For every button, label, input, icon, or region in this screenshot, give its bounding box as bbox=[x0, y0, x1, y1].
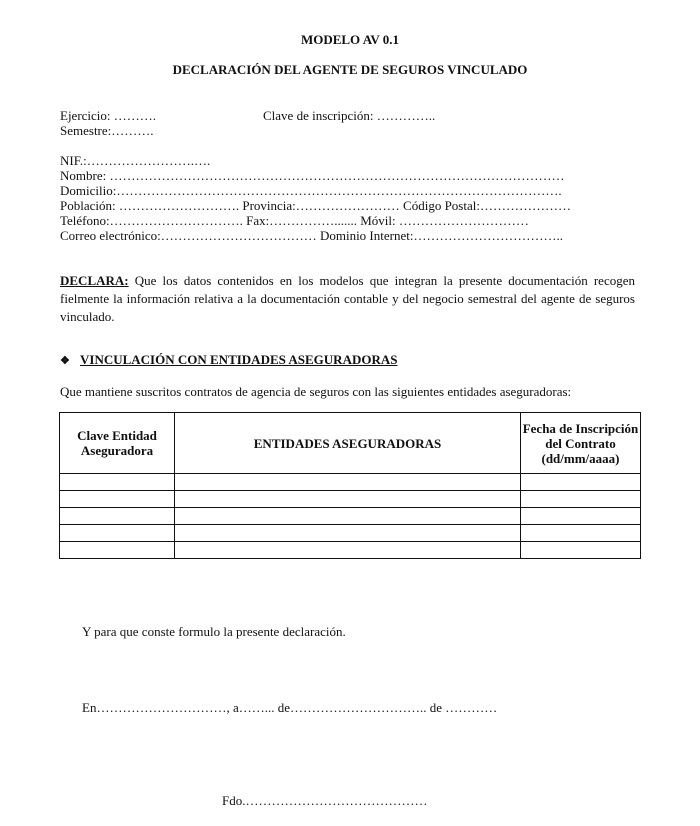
closing-statement: Y para que conste formulo la presente declaración. bbox=[82, 624, 346, 639]
table-cell[interactable] bbox=[60, 474, 175, 491]
diamond-bullet-icon: ❖ bbox=[60, 355, 70, 367]
domicilio-field: Domicilio:…………………………………………………………………………………………. bbox=[60, 183, 562, 198]
correo-field: Correo electrónico:……………………………… Dominio Internet:…………………………….. bbox=[60, 228, 563, 243]
table-cell[interactable] bbox=[521, 491, 641, 508]
table-cell[interactable] bbox=[175, 508, 521, 525]
header-fecha-inscripcion: Fecha de Inscripción del Contrato (dd/mm/aaaa) bbox=[521, 413, 641, 474]
table-cell[interactable] bbox=[521, 508, 641, 525]
telefono-field: Teléfono:…………………………. Fax:……………....... Móvil: ………………………… bbox=[60, 213, 529, 228]
nif-field: NIF.:…………………….…. bbox=[60, 153, 211, 168]
poblacion-field: Población: ………………………. Provincia:…………………… Código Postal:………………… bbox=[60, 198, 571, 213]
clave-inscripcion-field: Clave de inscripción: ………….. bbox=[263, 108, 436, 123]
table-row bbox=[60, 525, 641, 542]
nombre-field: Nombre: …………………………………………………………………………………………… bbox=[60, 168, 565, 183]
header-entidades: ENTIDADES ASEGURADORAS bbox=[175, 413, 521, 474]
table-cell[interactable] bbox=[175, 542, 521, 559]
place-date-line: En…………………………, a……... de………………………….. de ………… bbox=[82, 700, 498, 715]
header-clave-entidad: Clave Entidad Aseguradora bbox=[60, 413, 175, 474]
table-cell[interactable] bbox=[60, 491, 175, 508]
section-intro: Que mantiene suscritos contratos de agencia de seguros con las siguientes entidades aseguradoras: bbox=[60, 384, 572, 399]
model-code: MODELO AV 0.1 bbox=[300, 32, 400, 47]
table-cell[interactable] bbox=[175, 525, 521, 542]
table-cell[interactable] bbox=[60, 508, 175, 525]
table-row bbox=[60, 474, 641, 491]
table-cell[interactable] bbox=[60, 542, 175, 559]
declara-paragraph bbox=[60, 272, 635, 326]
declara-label: DECLARA: bbox=[60, 273, 129, 288]
section-title: VINCULACIÓN CON ENTIDADES ASEGURADORAS bbox=[80, 352, 398, 367]
table-header-row bbox=[60, 413, 641, 474]
document-title: DECLARACIÓN DEL AGENTE DE SEGUROS VINCULADO bbox=[172, 62, 528, 77]
table-cell[interactable] bbox=[175, 474, 521, 491]
semestre-field: Semestre:………. bbox=[60, 123, 154, 138]
table-cell[interactable] bbox=[521, 542, 641, 559]
section-heading bbox=[60, 352, 397, 368]
declara-text: Que los datos contenidos en los modelos que integran la presente documentación recogen fielmente la información relativa a la documentación contable y del negocio semestral del agente de seguros vinculado. bbox=[60, 273, 635, 324]
table-row bbox=[60, 542, 641, 559]
entities-table bbox=[59, 412, 641, 559]
ejercicio-field: Ejercicio: ………. bbox=[60, 108, 157, 123]
signature-line: Fdo.…………………………………… bbox=[222, 793, 428, 808]
table-row bbox=[60, 491, 641, 508]
table-row bbox=[60, 508, 641, 525]
table-cell[interactable] bbox=[521, 525, 641, 542]
table-cell[interactable] bbox=[60, 525, 175, 542]
table-cell[interactable] bbox=[175, 491, 521, 508]
table-cell[interactable] bbox=[521, 474, 641, 491]
